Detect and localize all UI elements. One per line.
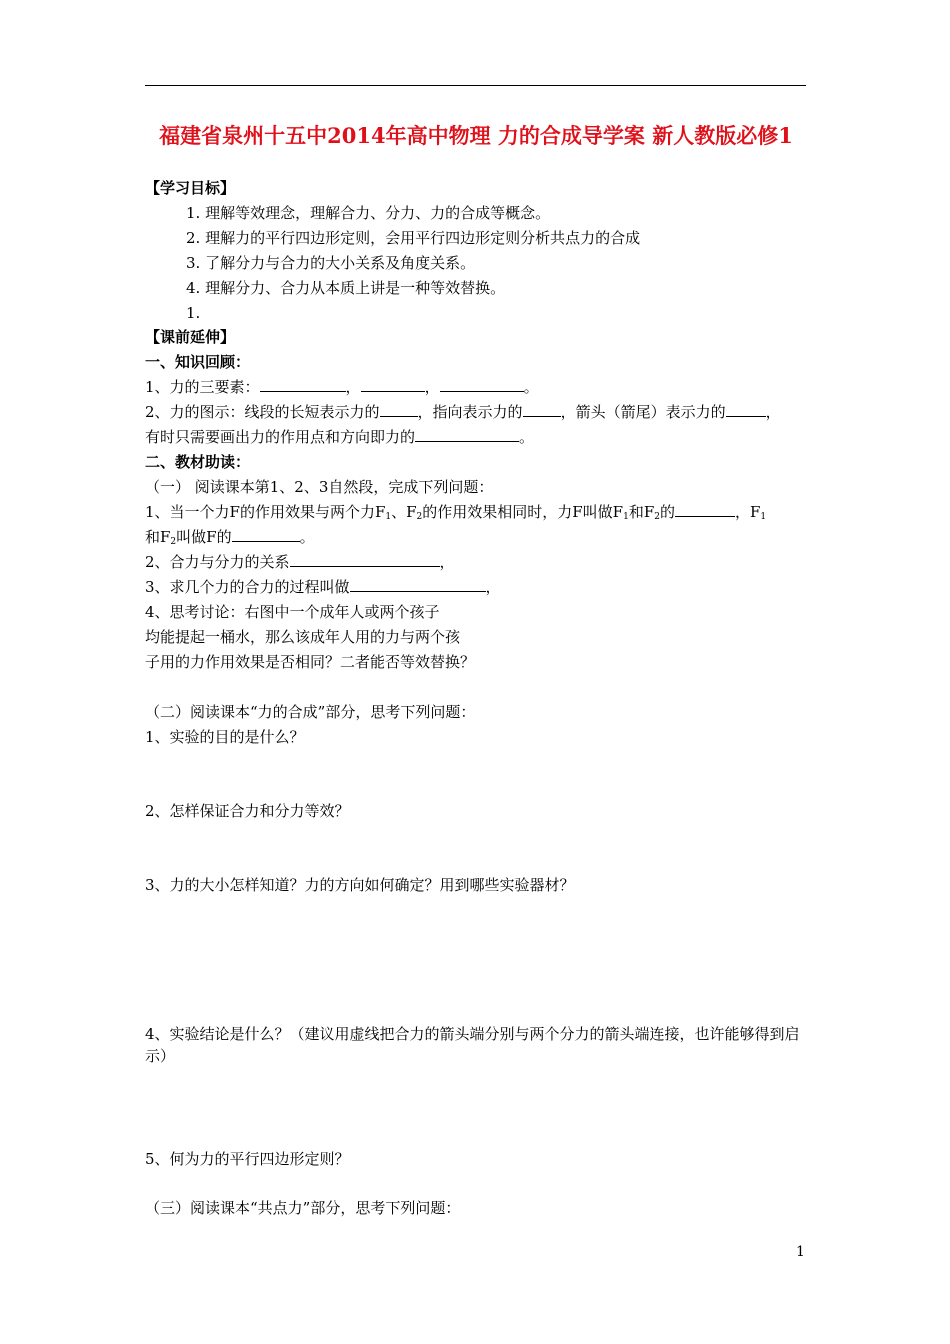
- part2-question-5: 5、何为力的平行四边形定则？: [145, 1150, 350, 1168]
- fill-blank[interactable]: [415, 427, 519, 442]
- fill-blank[interactable]: [523, 402, 561, 417]
- fill-blank[interactable]: [726, 402, 766, 417]
- punct: ，: [345, 378, 361, 396]
- part-2-heading: （二）阅读课本“力的合成”部分，思考下列问题：: [145, 703, 476, 721]
- punct: 。: [519, 428, 535, 446]
- part1-question-2: [145, 551, 455, 573]
- part2-question-2: 2、怎样保证合力和分力等效？: [145, 802, 350, 820]
- subscript: 2: [654, 512, 660, 522]
- question-text: 的作用效果相同时，力F叫做F: [422, 503, 624, 521]
- punct: ，: [765, 403, 781, 421]
- header-rule: [145, 85, 806, 86]
- document-title: 福建省泉州十五中2014年高中物理 力的合成导学案 新人教版必修1: [159, 123, 793, 148]
- punct: 。: [299, 528, 315, 546]
- question-text: 3、求几个力的合力的过程叫做: [145, 578, 350, 596]
- subsection-reading: 二、教材助读：: [145, 453, 251, 471]
- question-text: ，指向表示力的: [417, 403, 523, 421]
- fill-blank[interactable]: [290, 552, 440, 567]
- fill-blank[interactable]: [361, 377, 425, 392]
- fill-blank[interactable]: [440, 377, 524, 392]
- part2-question-4: 4、实验结论是什么？（建议用虚线把合力的箭头端分别与两个分力的箭头端连接，也许能够得到启示）: [145, 1025, 800, 1065]
- question-text: 和F: [145, 528, 171, 546]
- goal-item: 2. 理解力的平行四边形定则，会用平行四边形定则分析共点力的合成: [186, 229, 641, 247]
- punct: ，: [439, 553, 455, 571]
- page-number: 1: [796, 1244, 805, 1260]
- punct: ，: [485, 578, 501, 596]
- goal-item: 1. 理解等效理念，理解合力、分力、力的合成等概念。: [186, 204, 551, 222]
- punct: 。: [523, 378, 539, 396]
- fill-blank[interactable]: [380, 402, 418, 417]
- question-text: 有时只需要画出力的作用点和方向即力的: [145, 428, 416, 446]
- question-text: 和F: [628, 503, 655, 521]
- part1-question-4-cont: 均能提起一桶水，那么该成年人用的力与两个孩: [145, 628, 461, 646]
- part1-question-4: 4、思考讨论：右图中一个成年人或两个孩子: [145, 603, 440, 621]
- question-text: 的: [659, 503, 675, 521]
- punct: ，: [424, 378, 440, 396]
- question-text: 1、力的三要素：: [145, 378, 260, 396]
- part2-question-1: 1、实验的目的是什么？: [145, 728, 305, 746]
- fill-blank[interactable]: [675, 502, 735, 517]
- section-heading-goals: 【学习目标】: [145, 179, 236, 197]
- subsection-review: 一、知识回顾：: [145, 353, 251, 371]
- goal-item: 4. 理解分力、合力从本质上讲是一种等效替换。: [186, 279, 506, 297]
- part-3-heading: （三）阅读课本“共点力”部分，思考下列问题：: [145, 1199, 461, 1217]
- part2-question-3: 3、力的大小怎样知道？力的方向如何确定？用到哪些实验器材？: [145, 876, 575, 894]
- review-question-2: [145, 401, 781, 423]
- review-question-2-cont: [145, 426, 534, 448]
- question-text: 1、当一个力F的作用效果与两个力F: [145, 503, 386, 521]
- subscript: 1: [385, 512, 392, 522]
- fill-blank[interactable]: [260, 377, 346, 392]
- fill-blank[interactable]: [232, 527, 300, 542]
- question-text: 2、合力与分力的关系: [145, 553, 290, 571]
- subscript: 1: [623, 512, 629, 522]
- section-heading-pre: 【课前延伸】: [145, 328, 236, 346]
- part-1-heading: （一） 阅读课本第1、2、3自然段，完成下列问题：: [145, 478, 494, 496]
- subscript: 2: [416, 512, 423, 522]
- question-text: 2、力的图示：线段的长短表示力的: [145, 403, 380, 421]
- part1-question-1: [145, 501, 766, 523]
- subscript: 1: [760, 512, 767, 522]
- question-text: ，箭头（箭尾）表示力的: [560, 403, 726, 421]
- review-question-1: [145, 376, 539, 398]
- subscript: 2: [170, 537, 177, 547]
- part1-question-4-cont: 子用的力作用效果是否相同？二者能否等效替换？: [145, 653, 476, 671]
- part1-question-3: [145, 576, 501, 598]
- question-text: 、F: [391, 503, 417, 521]
- question-text: 叫做F的: [176, 528, 232, 546]
- goal-item: 3. 了解分力与合力的大小关系及角度关系。: [186, 254, 476, 272]
- fill-blank[interactable]: [350, 577, 486, 592]
- part1-question-1-cont: [145, 526, 315, 548]
- question-text: ，F: [735, 503, 761, 521]
- goal-item: 1.: [186, 304, 201, 322]
